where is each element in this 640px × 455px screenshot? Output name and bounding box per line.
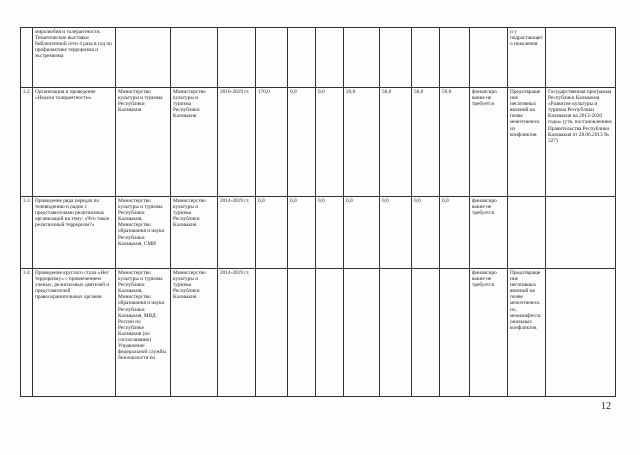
cell-total: 170,0: [256, 88, 288, 197]
cell-no: 3.2: [21, 88, 33, 197]
cell-executor: Министерство культуры и туризма Республики Калмыкия, Министерство образования и науки Республики Калмыкия, СМИ: [116, 197, 171, 269]
cell-executor: Министерство культуры и туризма Республики Калмыкия, Министерство образования и науки Республики Калмыкия, МВД России по Республике Калмыкия (по согласованию) Управление федеральной службы безопасности по: [116, 269, 171, 397]
cell-activity: Организация и проведение «Недели толерантности»: [33, 88, 116, 197]
table-row: [21, 88, 616, 197]
cell-executor: Министерство культуры и туризма Республики Калмыкия: [116, 88, 171, 197]
cell-result: и у подрастающего поколения: [508, 28, 546, 88]
cell-2019: 50,0: [440, 88, 470, 197]
cell-2017: 0,0: [380, 197, 412, 269]
cell-2016: [344, 269, 380, 397]
program-table: [20, 27, 616, 397]
cell-program: [546, 269, 616, 397]
cell-period: 2014-2019 гг.: [218, 269, 256, 397]
cell-financing: финансиро вание не требуется: [470, 269, 508, 397]
cell-2018: 0,0: [412, 197, 440, 269]
cell-activity: миролюбия и толерантности. Тематические выставки библиотечной сети 4 раза в год по профилактике терроризма и экстремизма: [33, 28, 116, 88]
cell-period: 2016-2019 гг.: [218, 88, 256, 197]
cell-no: [21, 28, 33, 88]
cell-2018: 50,0: [412, 88, 440, 197]
cell-2014: 0,0: [288, 88, 316, 197]
table-row: [21, 197, 616, 269]
cell-2017: 50,0: [380, 88, 412, 197]
cell-activity: Проведение круглого стола «Нет терроризму» с привлечением ученых, религиозных деятелей и представителей правоохранительных органов: [33, 269, 116, 397]
cell-2019: [440, 269, 470, 397]
cell-financing: финансиро вание не требуется: [470, 197, 508, 269]
cell-2015: [316, 269, 344, 397]
cell-program: [546, 197, 616, 269]
cell-2018: [412, 269, 440, 397]
cell-2014: 0,0: [288, 197, 316, 269]
table-row: [21, 269, 616, 397]
cell-result: Предотвраще ние негативных явлений на почве межэтническ их конфликтов: [508, 88, 546, 197]
cell-2016: 20,0: [344, 88, 380, 197]
cell-result: Предотвраще ние негативных явлений на почве межэтническ их, межконфесси ональных конфликтов: [508, 269, 546, 397]
cell-total: [256, 269, 288, 397]
cell-2017: [380, 269, 412, 397]
cell-no: 3.3: [21, 197, 33, 269]
cell-coexecutor: Министерство культуры и туризма Республики Калмыкия: [171, 88, 218, 197]
cell-2015: 0,0: [316, 197, 344, 269]
cell-2014: [288, 269, 316, 397]
cell-2016: 0,0: [344, 197, 380, 269]
cell-total: 0,0: [256, 197, 288, 269]
table-row: [21, 28, 616, 88]
cell-coexecutor: Министерство культуры и туризма Республики Калмыкия: [171, 197, 218, 269]
cell-result: [508, 197, 546, 269]
cell-program: Государственная программа Республики Калмыкия «Развитие культуры и туризма Республики Калмыкия на 2013-2020 годы» (утв. постановлением Правительства Республики Калмыкия от 28.06.2013 № 327): [546, 88, 616, 197]
cell-period: 2014-2019 гг.: [218, 197, 256, 269]
cell-activity: Проведение ряда передач по телевидению и радио с представителями религиозных организаций на тему: «Что такое религиозный терроризм?»: [33, 197, 116, 269]
cell-2015: 0,0: [316, 88, 344, 197]
page-number: 12: [601, 401, 611, 412]
cell-2019: 0,0: [440, 197, 470, 269]
cell-no: 3.4: [21, 269, 33, 397]
cell-financing: финансиро вание не требуется: [470, 88, 508, 197]
cell-coexecutor: Министерство культуры и туризма Республики Калмыкия: [171, 269, 218, 397]
